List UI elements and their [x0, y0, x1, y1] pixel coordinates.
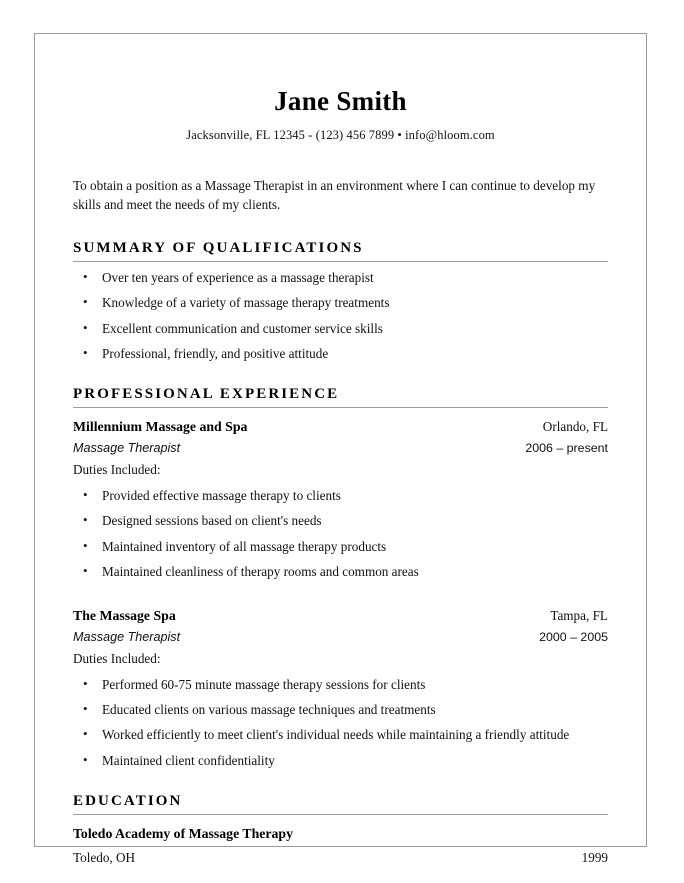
- employer-location: Tampa, FL: [550, 607, 608, 623]
- school-detail-row: [73, 850, 608, 866]
- resume-content: [35, 34, 646, 866]
- resume-page: [34, 33, 647, 865]
- section-divider: [73, 407, 608, 408]
- section-divider: [73, 814, 608, 815]
- qualifications-list: [73, 271, 608, 360]
- graduation-year: 1999: [581, 849, 608, 865]
- list-item: • Knowledge of a variety of massage therapy treatments: [73, 296, 608, 309]
- section-heading: PROFESSIONAL EXPERIENCE: [73, 386, 340, 403]
- experience-entry: [73, 419, 608, 578]
- education-entry: [73, 826, 608, 866]
- section-summary-of-qualifications: [73, 240, 608, 360]
- job-title-row: [73, 441, 608, 455]
- school-location: Toledo, OH: [73, 849, 136, 865]
- job-dates: 2000 – 2005: [539, 629, 608, 644]
- employer-row: [73, 608, 608, 624]
- job-title-row: [73, 630, 608, 644]
- job-title: Massage Therapist: [73, 629, 181, 644]
- list-item: • Educated clients on various massage techniques and treatments: [73, 703, 608, 716]
- contact-info: Jacksonville, FL 12345 - (123) 456 7899 • info@hloom.com: [186, 128, 495, 142]
- section-divider: [73, 261, 608, 262]
- list-item: • Maintained inventory of all massage therapy products: [73, 540, 608, 553]
- duties-list: [73, 489, 608, 578]
- page-title: Jane Smith: [274, 86, 407, 116]
- experience-entry: [73, 608, 608, 767]
- employer-name: Millennium Massage and Spa: [73, 419, 248, 435]
- list-item: • Worked efficiently to meet client's individual needs while maintaining a friendly attitude: [73, 728, 608, 741]
- job-dates: 2006 – present: [525, 441, 608, 456]
- school-name: Toledo Academy of Massage Therapy: [73, 825, 293, 841]
- list-item: • Over ten years of experience as a massage therapist: [73, 271, 608, 284]
- employer-row: [73, 419, 608, 435]
- duties-label: Duties Included:: [73, 462, 161, 478]
- section-heading: SUMMARY OF QUALIFICATIONS: [73, 240, 364, 257]
- duties-label: Duties Included:: [73, 650, 161, 666]
- list-item: • Provided effective massage therapy to clients: [73, 489, 608, 502]
- list-item: • Designed sessions based on client's needs: [73, 514, 608, 527]
- list-item: • Performed 60-75 minute massage therapy sessions for clients: [73, 678, 608, 691]
- section-education: [73, 793, 608, 866]
- duties-list: [73, 678, 608, 767]
- employer-location: Orlando, FL: [542, 419, 608, 435]
- list-item: • Maintained cleanliness of therapy rooms and common areas: [73, 565, 608, 578]
- job-title: Massage Therapist: [73, 441, 181, 456]
- objective-statement: To obtain a position as a Massage Therapist in an environment where I can continue to develop my skills and meet the needs of my clients.: [73, 178, 596, 213]
- employer-name: The Massage Spa: [73, 607, 176, 623]
- section-professional-experience: [73, 386, 608, 767]
- list-item: • Excellent communication and customer service skills: [73, 322, 608, 335]
- list-item: • Professional, friendly, and positive attitude: [73, 347, 608, 360]
- list-item: • Maintained client confidentiality: [73, 754, 608, 767]
- section-heading: EDUCATION: [73, 792, 183, 809]
